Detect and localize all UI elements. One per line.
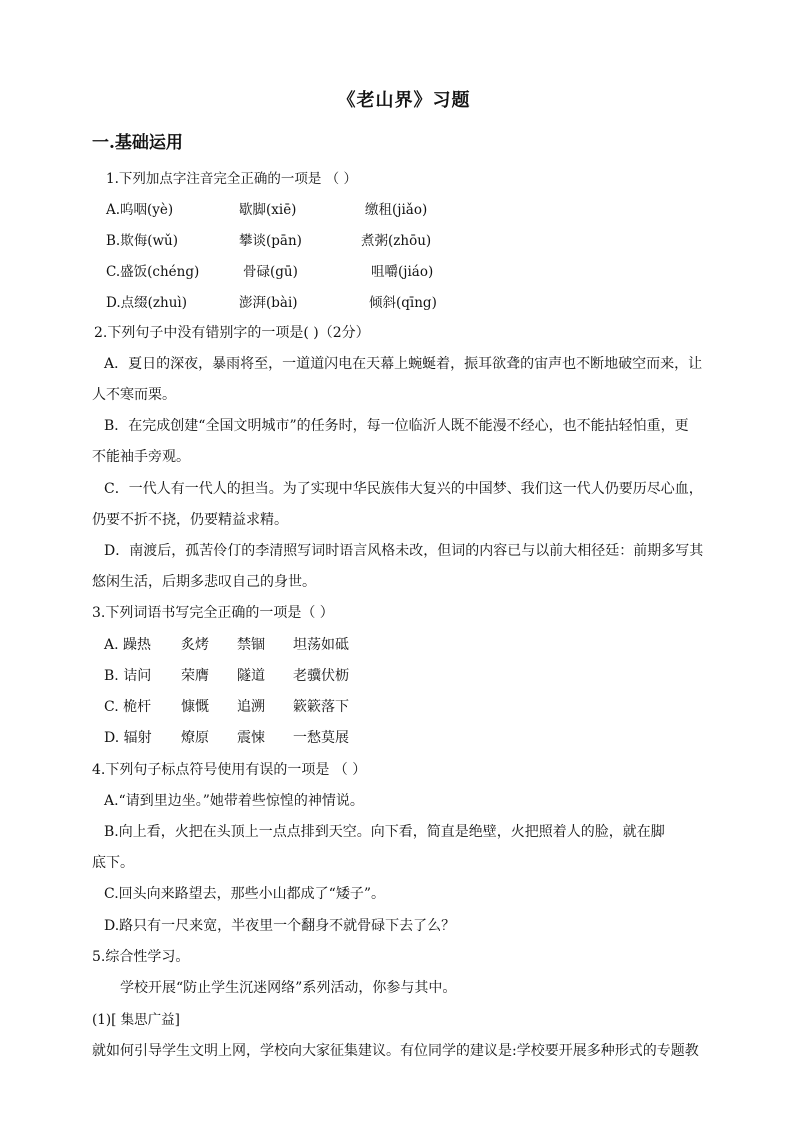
option-word: 一愁莫展 [293,730,349,746]
option-word: 炙烤 [181,637,209,653]
option-word: 老骥伏枥 [293,668,349,684]
question-2-option-a-line1: A．夏日的深夜，暴雨将至，一道道闪电在天幕上蜿蜒着，振耳欲聋的宙声也不断地破空而来，让 [104,356,703,372]
question-5-stem: 5.综合性学习。 [92,949,190,965]
option-word: 坦荡如砥 [293,637,349,653]
question-2-stem: 2.下列句子中没有错别字的一项是( )（2分） [94,325,370,341]
option-word: A. 躁热 [104,637,152,653]
option-word: 澎湃(bài) [239,295,298,311]
question-2-option-b-line1: B．在完成创建“全国文明城市”的任务时，每一位临沂人既不能漫不经心，也不能拈轻怕重，更 [104,418,689,434]
question-2-option-d-line1: D．南渡后，孤苦伶仃的李清照写词时语言风格未改，但词的内容已与以前大相径廷：前期多写其 [104,543,704,559]
option-word: 煮粥(zhōu) [361,233,432,249]
option-word: 追溯 [237,699,265,715]
question-3-stem: 3.下列词语书写完全正确的一项是（ ） [92,605,334,621]
question-5-paragraph: 就如何引导学生文明上网，学校向大家征集建议。有位同学的建议是:学校要开展多种形式的专题教 [92,1043,699,1059]
question-5-subheading: (1)[ 集思广益] [92,1012,180,1028]
option-word: 震悚 [237,730,265,746]
question-2-option-c-line1: C．一代人有一代人的担当。为了实现中华民族伟大复兴的中国梦、我们这一代人仍要历尽心血， [104,481,703,497]
option-word: 骨碌(gū) [243,264,298,280]
option-word: 燎原 [181,730,209,746]
option-word: 禁锢 [237,637,265,653]
question-4-option-a: A.“请到里边坐。”她带着些惊惶的神情说。 [104,793,364,809]
option-word: 咀嚼(jiáo) [371,264,434,280]
option-word: 簌簌落下 [293,699,349,715]
option-word: B. 诘问 [104,668,152,684]
question-2-option-b-line2: 不能袖手旁观。 [92,449,190,465]
option-word: 缴租(jiǎo) [365,202,428,218]
option-word: D. 辐射 [104,730,152,746]
question-4-option-b-line1: B.向上看，火把在头顶上一点点排到天空。向下看，简直是绝壁，火把照着人的脸，就在脚 [104,824,665,840]
option-word: 倾斜(qīng) [369,295,437,311]
question-5-intro: 学校开展“防止学生沉迷网络”系列活动，你参与其中。 [120,980,457,996]
option-word: 歇脚(xiē) [239,202,297,218]
question-4-option-d: D.路只有一尺来宽，半夜里一个翻身不就骨碌下去了么？ [104,918,456,934]
section-heading: 一.基础运用 [92,133,183,153]
question-4-option-c: C.回头向来路望去，那些小山都成了“矮子”。 [104,886,385,902]
option-word: 慷慨 [181,699,209,715]
option-word: 隧道 [237,668,265,684]
question-2-option-a-line2: 人不寒而栗。 [92,387,176,403]
question-4-option-b-line2: 底下。 [92,855,134,871]
option-word: B.欺侮(wǔ) [106,233,178,249]
question-2-option-c-line2: 仍要不折不挠，仍要精益求精。 [92,512,288,528]
option-word: 攀谈(pān) [239,233,302,249]
option-word: C. 桅杆 [104,699,152,715]
question-1-stem: 1.下列加点字注音完全正确的一项是 （ ） [106,171,357,187]
question-4-stem: 4.下列句子标点符号使用有误的一项是 （ ） [92,762,367,778]
option-word: A.呜咽(yè) [106,202,174,218]
option-word: D.点缀(zhuì) [106,295,187,311]
option-word: C.盛饭(chéng) [106,264,200,280]
question-2-option-d-line2: 悠闲生活，后期多悲叹自己的身世。 [92,574,316,590]
page-title: 《老山界》习题 [337,90,471,111]
option-word: 荣膺 [181,668,209,684]
